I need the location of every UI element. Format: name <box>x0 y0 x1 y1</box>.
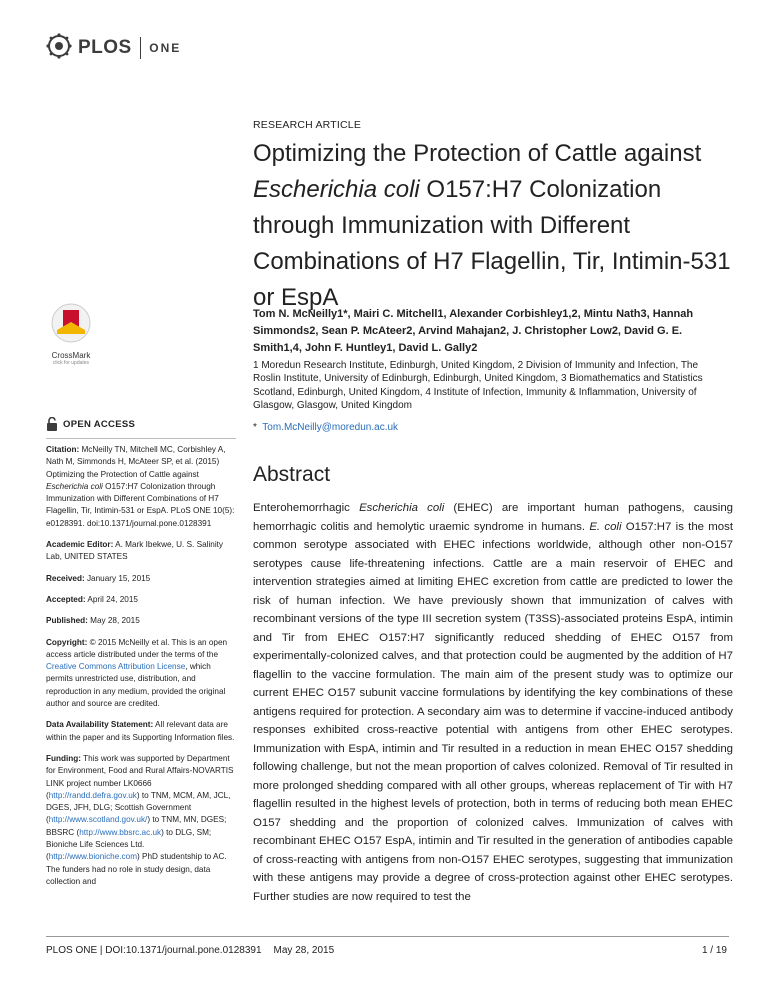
data-availability-text: All relevant data are within the paper and its Supporting Information files. <box>46 720 235 742</box>
abstract-text-1: Enterohemorrhagic <box>253 502 360 514</box>
title-rest: O157:H7 Colonization through Immunization with Different Combinations of H7 Flagellin, Tir, Intimin-531 or EspA <box>253 176 731 311</box>
footer-divider <box>46 936 729 937</box>
editor-label: Academic Editor: <box>46 540 114 550</box>
abstract-body <box>253 499 733 906</box>
editor-block <box>46 539 238 564</box>
data-availability-label: Data Availability Statement: <box>46 720 154 730</box>
received-block <box>46 573 238 585</box>
plos-logo-icon <box>46 33 72 64</box>
copyright-label: Copyright: <box>46 637 88 647</box>
open-access-label: OPEN ACCESS <box>63 418 136 430</box>
crossmark-icon <box>46 302 96 344</box>
funding-text-2: ) to TNM, MCM, AM, JCL, DGES, JFH, DLG; Scottish Government ( <box>46 790 231 825</box>
accepted-block <box>46 594 238 606</box>
article-type: RESEARCH ARTICLE <box>253 119 362 131</box>
received-label: Received: <box>46 573 85 583</box>
article-title <box>253 136 733 316</box>
copyright-text-2: , which permits unrestricted use, distribution, and reproduction in any medium, provided the original author and source are credited. <box>46 662 226 709</box>
citation-text-2: O157:H7 Colonization through Immunization with Different Combinations of H7 Flagellin, Tir, Intimin-531 or EspA. PLoS ONE 10(5): e0128391. doi:10.1371/journal.pone.0128391 <box>46 481 235 528</box>
funding-text-5: ) PhD studentship to AC. The funders had no role in study design, data collection and <box>46 852 227 886</box>
funding-link-bbsrc[interactable]: http://www.bbsrc.ac.uk <box>79 827 162 837</box>
logo-text: PLOS <box>78 37 132 58</box>
funding-label: Funding: <box>46 753 82 763</box>
copyright-block <box>46 637 238 711</box>
funding-text-4: ) to DLG, SM; Bioniche Life Sciences Ltd. ( <box>46 827 212 862</box>
crossmark-sublabel: click for updates <box>52 360 90 366</box>
affiliations: 1 Moredun Research Institute, Edinburgh, United Kingdom, 2 Division of Immunity and Infection, The Roslin Institute, University of Edinburgh, Edinburgh, United Kingdom, 3 Biomathematics and Statistics Scotland, Edinburgh, United Kingdom, 4 Institute of Infection, Immunity & Inflammation, University of Glasgow, Glasgow, United Kingdom <box>253 360 703 411</box>
crossmark-label: CrossMark <box>51 351 91 360</box>
open-access <box>46 417 135 431</box>
abstract-text-2: (EHEC) are important human pathogens, causing hemorrhagic colitis and hemolytic uraemic syndrome in humans. <box>253 502 733 533</box>
sidebar <box>46 444 238 897</box>
abstract-italic-1: Escherichia coli <box>359 502 445 514</box>
sidebar-divider <box>46 438 236 439</box>
citation-italic: Escherichia coli <box>46 481 103 491</box>
logo-journal: ONE <box>149 41 182 55</box>
footer-left <box>46 945 334 956</box>
copyright-text-1: © 2015 McNeilly et al. This is an open access article distributed under the terms of the <box>46 637 228 659</box>
editor-text: A. Mark Ibekwe, U. S. Salinity Lab, UNITED STATES <box>46 540 224 562</box>
plos-logo[interactable] <box>46 34 181 62</box>
accepted-label: Accepted: <box>46 594 86 604</box>
logo-divider <box>140 37 142 59</box>
footer-journal-doi: PLOS ONE | DOI:10.1371/journal.pone.0128391 <box>46 945 262 956</box>
received-text: January 15, 2015 <box>84 573 151 583</box>
abstract-italic-2: E. coli <box>589 520 622 533</box>
citation-text-1: McNeilly TN, Mitchell MC, Corbishley A, Nath M, Simmonds H, McAteer SP, et al. (2015) Optimizing the Protection of Cattle against <box>46 445 226 479</box>
published-label: Published: <box>46 616 88 626</box>
funding-link-defra[interactable]: http://randd.defra.gov.uk <box>48 790 137 800</box>
published-text: May 28, 2015 <box>87 616 140 626</box>
published-block <box>46 615 238 627</box>
open-lock-icon <box>46 417 58 431</box>
page-number: 1 / 19 <box>701 945 727 956</box>
corr-email-link[interactable]: Tom.McNeilly@moredun.ac.uk <box>262 422 399 433</box>
abstract-heading: Abstract <box>253 463 331 486</box>
corresponding-author <box>253 422 398 433</box>
author-list: Tom N. McNeilly1*, Mairi C. Mitchell1, Alexander Corbishley1,2, Mintu Nath3, Hannah Simmonds2, Sean P. McAteer2, Arvind Mahajan2, J. Christopher Low2, David G. E. Smith1,4, John F. Huntley1, David L. Gally2 <box>253 308 694 354</box>
crossmark-badge[interactable] <box>46 302 96 366</box>
data-availability-block <box>46 719 238 744</box>
funding-block <box>46 753 238 888</box>
license-link[interactable]: Creative Commons Attribution License <box>46 662 186 672</box>
funding-link-scotland[interactable]: http://www.scotland.gov.uk/ <box>48 815 148 825</box>
title-line1: Optimizing the Protection of Cattle against <box>253 140 702 167</box>
funding-text-1: This work was supported by Department for Environment, Food and Rural Affairs-NOVARTIS LINK project number LK0666 ( <box>46 753 234 800</box>
citation-label: Citation: <box>46 445 80 454</box>
accepted-text: April 24, 2015 <box>85 594 138 604</box>
footer-date: May 28, 2015 <box>273 945 335 956</box>
title-italic: Escherichia coli <box>253 176 420 203</box>
abstract-text-3: O157:H7 is the most common serotype associated with EHEC infections worldwide, although other non-O157 serotypes cause life-threatening infections. Cattle are a main reservoir of EHEC and intervention strategies aimed at limiting EHEC excretion from cattle are predicted to lower the risk of human infection. We have previously shown that immunization of calves with recombinant versions of the type III secretion system (T3SS)-associated proteins EspA, intimin and Tir from EHEC O157:H7 significantly reduced shedding of EHEC O157 from experimentally-colonized calves, and that protection could be augmented by the addition of H7 flagellin to the vaccine formulation. The main aim of the present study was to optimize our current EHEC O157 subunit vaccine formulations by identifying the key combinations of these antigens required for protection. A secondary aim was to determine if vaccine-induced antibody responses exhibited cross-reactive potential with antigens from other EHEC serotypes. Immunization with EspA, intimin and Tir resulted in a reduction in mean EHEC O157 shedding following challenge, but not the mean proportion of calves colonized. Removal of Tir resulted in more prolonged shedding compared with all other groups, whereas replacement of Tir with H7 flagellin resulted in the highest levels of protection, both in terms of reducing both mean EHEC O157 shedding and the proportion of colonized calves. Immunization of calves with recombinant EHEC O157 EspA, intimin and Tir resulted in the generation of antibodies capable of cross-reacting with antigens from non-O157 EHEC serotypes, suggesting that immunization with these antigens may provide a degree of cross-protection against other EHEC serotypes. Further studies are now required to test the <box>253 520 733 903</box>
funding-text-3: ) to TNM, MN, DGES; BBSRC ( <box>46 815 227 837</box>
corr-marker: * <box>253 422 257 433</box>
citation-block <box>46 444 238 530</box>
funding-link-bioniche[interactable]: http://www.bioniche.com <box>48 852 138 862</box>
